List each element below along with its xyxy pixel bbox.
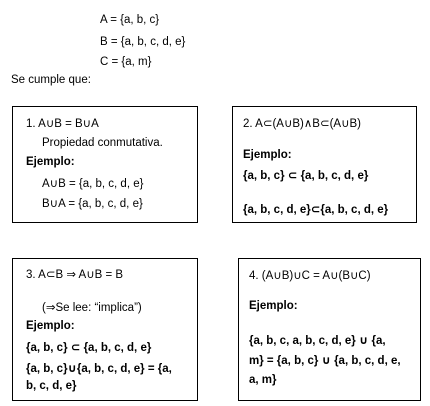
set-a-definition: A = {a, b, c} bbox=[100, 14, 160, 26]
property-box-3 bbox=[12, 258, 198, 401]
property-1-heading: 1. A∪B = B∪A bbox=[26, 118, 99, 130]
property-1-note: Propiedad conmutativa. bbox=[42, 137, 163, 149]
property-1-example-line-2: B∪A = {a, b, c, d, e} bbox=[42, 198, 143, 210]
property-2-example-label: Ejemplo: bbox=[243, 149, 292, 161]
property-1-example-label: Ejemplo: bbox=[26, 156, 75, 168]
property-3-example-label: Ejemplo: bbox=[26, 320, 75, 332]
property-1-example-line-1: A∪B = {a, b, c, d, e} bbox=[42, 178, 144, 190]
property-box-1 bbox=[12, 106, 198, 223]
property-2-example-line-2: {a, b, c, d, e}⊂{a, b, c, d, e} bbox=[243, 204, 389, 216]
intro-text: Se cumple que: bbox=[11, 74, 91, 86]
property-4-example-line-1: {a, b, c, a, b, c, d, e} ∪ {a, bbox=[249, 335, 386, 347]
set-b-definition: B = {a, b, c, d, e} bbox=[100, 36, 186, 48]
property-3-heading: 3. A⊂B ⇒ A∪B = B bbox=[26, 269, 124, 281]
set-c-definition: C = {a, m} bbox=[100, 56, 152, 68]
property-3-example-line-1: {a, b, c} ⊂ {a, b, c, d, e} bbox=[26, 342, 152, 354]
property-box-4 bbox=[238, 258, 421, 401]
property-box-2 bbox=[232, 106, 417, 223]
property-3-example-line-3: b, c, d, e} bbox=[26, 380, 77, 392]
property-2-example-line-1: {a, b, c} ⊂ {a, b, c, d, e} bbox=[243, 170, 369, 182]
property-4-example-label: Ejemplo: bbox=[249, 300, 298, 312]
property-3-note: (⇒Se lee: “implica”) bbox=[42, 302, 142, 314]
property-3-example-line-2: {a, b, c}∪{a, b, c, d, e} = {a, bbox=[26, 363, 172, 375]
property-4-example-line-2: m} = {a, b, c} ∪ {a, b, c, d, e, bbox=[249, 355, 401, 367]
property-4-example-line-3: a, m} bbox=[249, 374, 277, 386]
property-2-heading: 2. A⊂(A∪B)∧B⊂(A∪B) bbox=[243, 118, 362, 130]
property-4-heading: 4. (A∪B)∪C = A∪(B∪C) bbox=[249, 270, 371, 282]
